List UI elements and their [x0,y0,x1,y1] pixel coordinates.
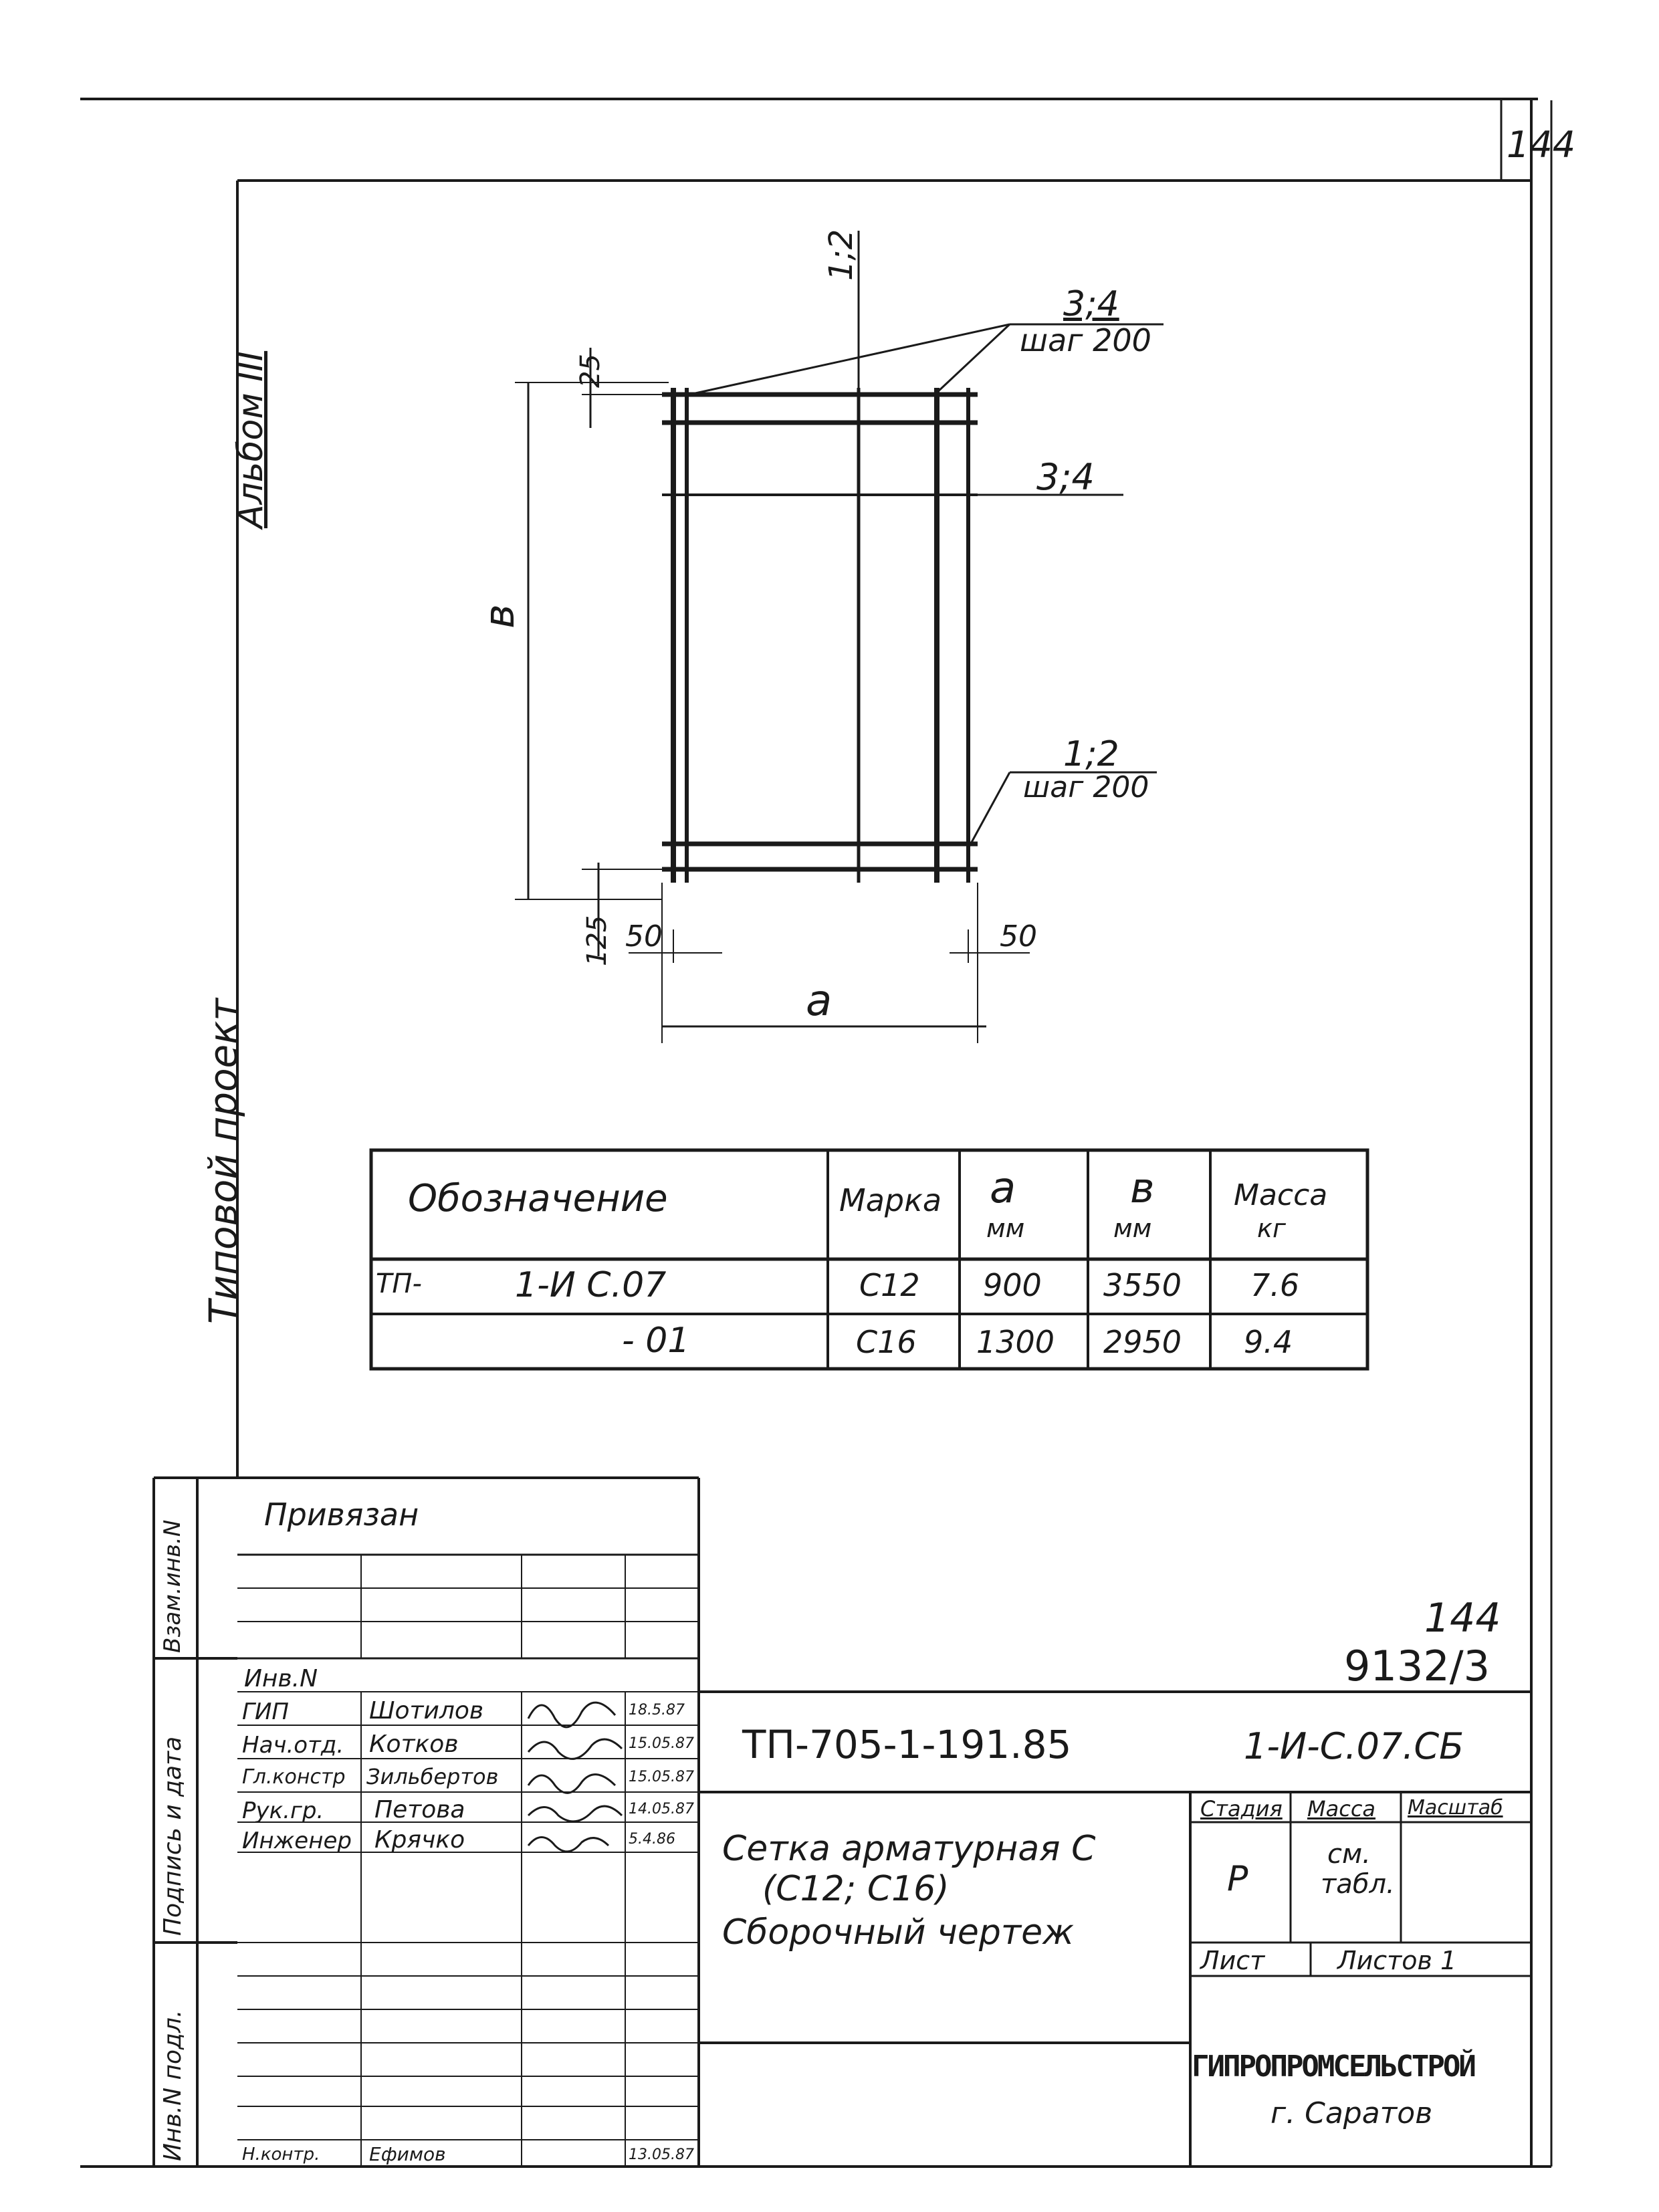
cell-designation: 1-И С.07 [515,1265,667,1305]
title-line1: Сетка арматурная С [722,1829,1096,1869]
person-name: Шотилов [369,1697,484,1725]
role-label: Рук.гр. [242,1797,324,1824]
callout-12-step: 1;2 [1063,734,1119,774]
role-label: Инженер [242,1828,352,1854]
mass-label: Масса [1307,1796,1376,1821]
dim-25-label: 25 [575,354,606,388]
dim-a-label: а [806,976,833,1026]
callout-34: 3;4 [1036,456,1095,498]
person-name: Крячко [374,1826,465,1854]
role-label: Гл.констр [242,1765,346,1789]
th-b: в [1130,1164,1155,1212]
leader-34-step-b [936,324,1010,393]
org-city: г. Саратов [1270,2096,1433,2130]
page-number: 144 [1507,124,1576,166]
sign-date: 18.5.87 [629,1702,685,1719]
dim-50-left-label: 50 [625,919,663,954]
cell-mass: 9.4 [1244,1324,1293,1360]
cell-prefix: ТП- [376,1268,422,1299]
stage-value: Р [1227,1859,1248,1899]
side-album-label: Альбом III [231,350,271,528]
cell-b: 3550 [1103,1267,1182,1303]
side-project-label: Типовой проект [201,998,246,1324]
sign-date: 13.05.87 [629,2146,694,2163]
side-inv-label: Инв.N подл. [159,2009,187,2161]
privyazan-label: Привязан [264,1497,419,1533]
th-designation: Обозначение [408,1177,668,1220]
number-top: 144 [1424,1595,1501,1642]
list-label: Лист [1200,1946,1265,1975]
org-name: ГИПРОПРОМСЕЛЬСТРОЙ [1192,2050,1474,2084]
cell-mark: С12 [859,1267,920,1303]
role-label: ГИП [242,1698,289,1725]
callout-12-step-sub: шаг 200 [1023,770,1149,804]
callout-34-step-sub: шаг 200 [1020,322,1151,358]
dim-b-label: в [475,604,524,629]
sign-date: 14.05.87 [629,1801,694,1817]
lists-label: Листов 1 [1337,1946,1457,1975]
mass-value-2: табл. [1321,1869,1395,1900]
project-code: ТП-705-1-191.85 [742,1722,1072,1767]
sign-date: 15.05.87 [629,1735,694,1752]
person-name: Петова [374,1796,465,1823]
role-label: Н.контр. [242,2144,320,2165]
sign-date: 15.05.87 [629,1769,694,1785]
role-label: Нач.отд. [242,1732,344,1759]
mass-value-1: см. [1327,1839,1371,1870]
cell-mass: 7.6 [1250,1267,1300,1303]
number-code: 9132/3 [1344,1642,1490,1690]
th-mass-unit: кг [1257,1214,1286,1243]
dim-50-right-label: 50 [1000,919,1037,954]
th-a-unit: мм [986,1214,1025,1243]
cell-designation: - 01 [622,1321,690,1361]
person-name: Зильбертов [366,1764,499,1789]
cell-a: 1300 [976,1324,1055,1360]
person-name: Ефимов [369,2143,446,2165]
leader-12-step [970,772,1010,846]
title-line3: Сборочный чертеж [722,1912,1074,1953]
sheet-code: 1-И-С.07.СБ [1244,1725,1464,1767]
th-a: а [990,1164,1016,1213]
side-podpis-label: Подпись и дата [159,1736,187,1936]
person-name: Котков [369,1731,459,1758]
inv-label: Инв.N [244,1665,318,1692]
title-line2: (С12; С16) [762,1869,950,1909]
stage-label: Стадия [1200,1796,1283,1821]
th-mark: Марка [839,1182,942,1218]
sign-date: 5.4.86 [629,1831,675,1848]
leader-34-step-a [695,324,1010,393]
cell-a: 900 [983,1267,1042,1303]
cell-b: 2950 [1103,1324,1182,1360]
label-12-top: 1;2 [822,229,860,281]
scale-label: Масштаб [1408,1796,1503,1819]
th-b-unit: мм [1113,1214,1152,1243]
th-mass: Масса [1234,1178,1328,1212]
cell-mark: С16 [856,1324,917,1360]
callout-34-step: 3;4 [1063,284,1119,324]
dim-125-label: 125 [582,915,613,966]
side-vzam-label: Взам.инв.N [159,1519,186,1653]
